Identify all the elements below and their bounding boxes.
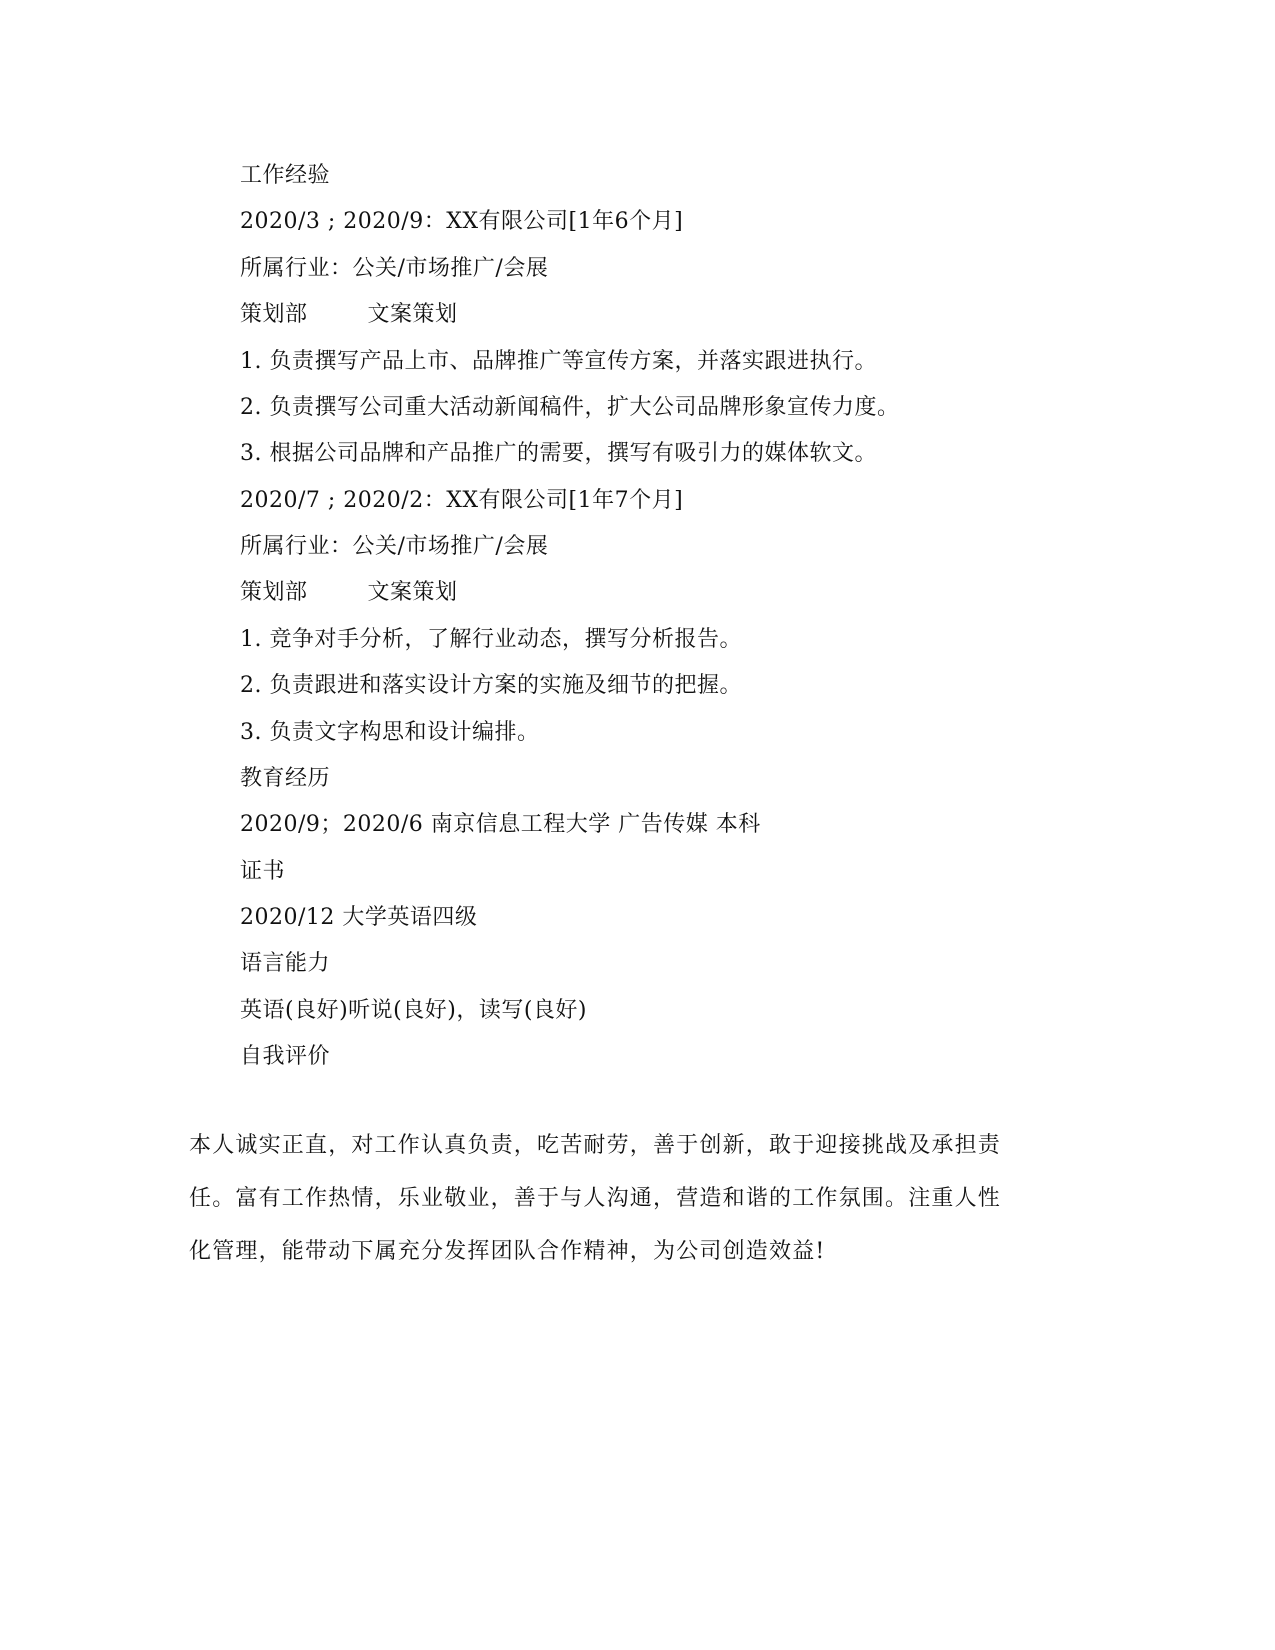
job2-period: 2020/7 ; 2020/2：XX有限公司[1年7个月] [240, 488, 684, 513]
job1-dept-role: 策划部 文案策划 [240, 302, 458, 327]
job1-industry: 所属行业：公关/市场推广/会展 [240, 256, 549, 281]
job2-duty-2: 2. 负责跟进和落实设计方案的实施及细节的把握。 [240, 673, 742, 698]
certificates-heading: 证书 [240, 859, 286, 884]
job1-period: 2020/3 ; 2020/9：XX有限公司[1年6个月] [240, 209, 684, 234]
language-entry: 英语(良好)听说(良好)，读写(良好) [240, 998, 587, 1023]
self-evaluation-heading: 自我评价 [240, 1044, 331, 1069]
job1-duty-1: 1. 负责撰写产品上市、品牌推广等宣传方案，并落实跟进执行。 [240, 349, 877, 374]
education-entry: 2020/9；2020/6 南京信息工程大学 广告传媒 本科 [240, 812, 761, 837]
self-evaluation-line: 本人诚实正直，对工作认真负责，吃苦耐劳，善于创新，敢于迎接挑战及承担责 [189, 1133, 1002, 1158]
job1-duty-3: 3. 根据公司品牌和产品推广的需要，撰写有吸引力的媒体软文。 [240, 441, 877, 466]
job2-dept-role: 策划部 文案策划 [240, 580, 458, 605]
job2-duty-3: 3. 负责文字构思和设计编排。 [240, 720, 540, 745]
self-evaluation-line: 任。富有工作热情，乐业敬业，善于与人沟通，营造和谐的工作氛围。注重人性 [189, 1186, 1002, 1211]
self-evaluation-line: 化管理，能带动下属充分发挥团队合作精神，为公司创造效益! [189, 1239, 826, 1264]
job1-duty-2: 2. 负责撰写公司重大活动新闻稿件，扩大公司品牌形象宣传力度。 [240, 395, 900, 420]
job2-duty-1: 1. 竞争对手分析，了解行业动态，撰写分析报告。 [240, 627, 742, 652]
work-experience-heading: 工作经验 [240, 163, 331, 188]
job2-industry: 所属行业：公关/市场推广/会展 [240, 534, 549, 559]
language-heading: 语言能力 [240, 951, 331, 976]
education-heading: 教育经历 [240, 766, 331, 791]
certificates-entry: 2020/12 大学英语四级 [240, 905, 478, 930]
